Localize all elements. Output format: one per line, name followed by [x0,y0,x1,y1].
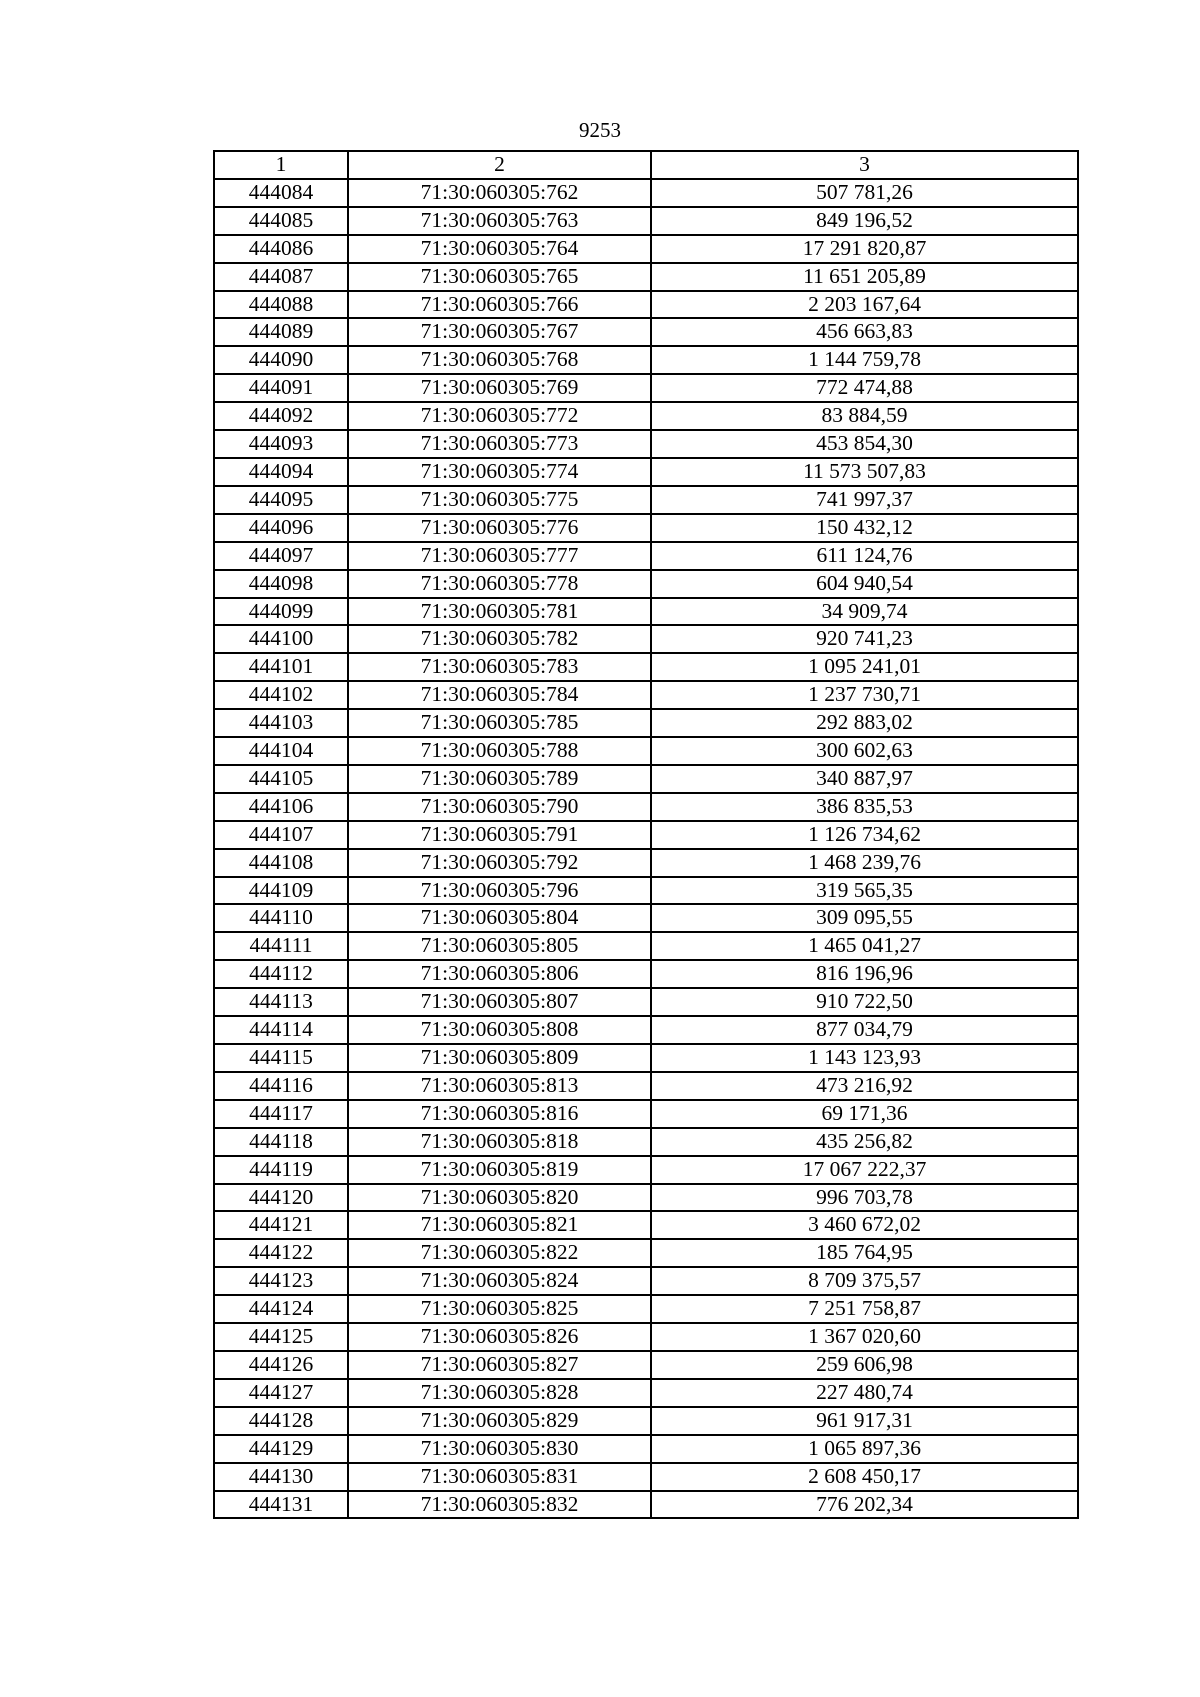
value-cell: 1 065 897,36 [651,1435,1078,1463]
value-cell: 319 565,35 [651,877,1078,905]
value-cell: 150 432,12 [651,514,1078,542]
page-number: 9253 [579,118,621,142]
cadastral-number-cell: 71:30:060305:818 [348,1128,651,1156]
value-cell: 1 367 020,60 [651,1323,1078,1351]
value-cell: 309 095,55 [651,904,1078,932]
row-number-cell: 444098 [214,570,348,598]
row-number-cell: 444129 [214,1435,348,1463]
cadastral-number-cell: 71:30:060305:822 [348,1239,651,1267]
row-number-cell: 444097 [214,542,348,570]
value-cell: 741 997,37 [651,486,1078,514]
row-number-cell: 444123 [214,1267,348,1295]
cadastral-number-cell: 71:30:060305:826 [348,1323,651,1351]
table-header-row [214,151,1078,179]
value-cell: 1 126 734,62 [651,821,1078,849]
table-row [214,1323,1078,1351]
cadastral-number-cell: 71:30:060305:808 [348,1016,651,1044]
row-number-cell: 444104 [214,737,348,765]
table-row [214,988,1078,1016]
row-number-cell: 444091 [214,374,348,402]
row-number-cell: 444106 [214,793,348,821]
value-cell: 1 095 241,01 [651,653,1078,681]
row-number-cell: 444128 [214,1407,348,1435]
table-row [214,765,1078,793]
table-row [214,458,1078,486]
cadastral-number-cell: 71:30:060305:790 [348,793,651,821]
value-cell: 2 203 167,64 [651,291,1078,319]
row-number-cell: 444118 [214,1128,348,1156]
row-number-cell: 444127 [214,1379,348,1407]
column-header-3: 3 [651,151,1078,179]
table-row [214,1211,1078,1239]
table-row [214,486,1078,514]
row-number-cell: 444099 [214,598,348,626]
row-number-cell: 444120 [214,1184,348,1212]
cadastral-number-cell: 71:30:060305:825 [348,1295,651,1323]
value-cell: 996 703,78 [651,1184,1078,1212]
cadastral-number-cell: 71:30:060305:767 [348,318,651,346]
table-row [214,1435,1078,1463]
row-number-cell: 444131 [214,1491,348,1519]
cadastral-number-cell: 71:30:060305:792 [348,849,651,877]
value-cell: 17 067 222,37 [651,1156,1078,1184]
table-row [214,1267,1078,1295]
row-number-cell: 444122 [214,1239,348,1267]
value-cell: 611 124,76 [651,542,1078,570]
value-cell: 8 709 375,57 [651,1267,1078,1295]
row-number-cell: 444089 [214,318,348,346]
cadastral-number-cell: 71:30:060305:821 [348,1211,651,1239]
cadastral-number-cell: 71:30:060305:791 [348,821,651,849]
row-number-cell: 444095 [214,486,348,514]
value-cell: 227 480,74 [651,1379,1078,1407]
cadastral-number-cell: 71:30:060305:777 [348,542,651,570]
table-row [214,179,1078,207]
cadastral-number-cell: 71:30:060305:769 [348,374,651,402]
row-number-cell: 444105 [214,765,348,793]
cadastral-number-cell: 71:30:060305:829 [348,1407,651,1435]
table-row [214,1491,1078,1519]
table-row [214,207,1078,235]
row-number-cell: 444084 [214,179,348,207]
cadastral-number-cell: 71:30:060305:776 [348,514,651,542]
table-row [214,932,1078,960]
cadastral-number-cell: 71:30:060305:807 [348,988,651,1016]
cadastral-number-cell: 71:30:060305:831 [348,1463,651,1491]
row-number-cell: 444115 [214,1044,348,1072]
value-cell: 1 468 239,76 [651,849,1078,877]
cadastral-number-cell: 71:30:060305:819 [348,1156,651,1184]
value-cell: 17 291 820,87 [651,235,1078,263]
value-cell: 1 143 123,93 [651,1044,1078,1072]
table-row [214,821,1078,849]
row-number-cell: 444114 [214,1016,348,1044]
table-row [214,653,1078,681]
value-cell: 961 917,31 [651,1407,1078,1435]
cadastral-number-cell: 71:30:060305:816 [348,1100,651,1128]
table-row [214,681,1078,709]
row-number-cell: 444125 [214,1323,348,1351]
cadastral-number-cell: 71:30:060305:827 [348,1351,651,1379]
row-number-cell: 444107 [214,821,348,849]
cadastral-number-cell: 71:30:060305:764 [348,235,651,263]
row-number-cell: 444119 [214,1156,348,1184]
table-row [214,1407,1078,1435]
row-number-cell: 444087 [214,263,348,291]
cadastral-number-cell: 71:30:060305:781 [348,598,651,626]
cadastral-number-cell: 71:30:060305:806 [348,960,651,988]
value-cell: 776 202,34 [651,1491,1078,1519]
cadastral-number-cell: 71:30:060305:782 [348,625,651,653]
row-number-cell: 444110 [214,904,348,932]
cadastral-number-cell: 71:30:060305:789 [348,765,651,793]
table-row [214,570,1078,598]
table-row [214,1044,1078,1072]
value-cell: 2 608 450,17 [651,1463,1078,1491]
value-cell: 910 722,50 [651,988,1078,1016]
value-cell: 292 883,02 [651,709,1078,737]
value-cell: 11 651 205,89 [651,263,1078,291]
value-cell: 920 741,23 [651,625,1078,653]
row-number-cell: 444100 [214,625,348,653]
table-row [214,1016,1078,1044]
data-table [213,150,1079,1519]
column-header-2: 2 [348,151,651,179]
value-cell: 300 602,63 [651,737,1078,765]
table-row [214,374,1078,402]
row-number-cell: 444101 [214,653,348,681]
table-row [214,793,1078,821]
cadastral-number-cell: 71:30:060305:820 [348,1184,651,1212]
cadastral-number-cell: 71:30:060305:774 [348,458,651,486]
cadastral-number-cell: 71:30:060305:768 [348,346,651,374]
value-cell: 507 781,26 [651,179,1078,207]
table-row [214,542,1078,570]
value-cell: 456 663,83 [651,318,1078,346]
column-header-1: 1 [214,151,348,179]
table-row [214,291,1078,319]
cadastral-number-cell: 71:30:060305:762 [348,179,651,207]
value-cell: 1 237 730,71 [651,681,1078,709]
table-row [214,346,1078,374]
table-row [214,1295,1078,1323]
cadastral-number-cell: 71:30:060305:763 [348,207,651,235]
value-cell: 877 034,79 [651,1016,1078,1044]
cadastral-number-cell: 71:30:060305:813 [348,1072,651,1100]
cadastral-number-cell: 71:30:060305:784 [348,681,651,709]
cadastral-number-cell: 71:30:060305:824 [348,1267,651,1295]
table-row [214,1239,1078,1267]
value-cell: 604 940,54 [651,570,1078,598]
table-row [214,625,1078,653]
table-row [214,1100,1078,1128]
row-number-cell: 444088 [214,291,348,319]
cadastral-number-cell: 71:30:060305:804 [348,904,651,932]
row-number-cell: 444117 [214,1100,348,1128]
cadastral-number-cell: 71:30:060305:772 [348,402,651,430]
value-cell: 435 256,82 [651,1128,1078,1156]
cadastral-number-cell: 71:30:060305:832 [348,1491,651,1519]
table-row [214,737,1078,765]
value-cell: 11 573 507,83 [651,458,1078,486]
value-cell: 453 854,30 [651,430,1078,458]
table-row [214,709,1078,737]
value-cell: 849 196,52 [651,207,1078,235]
row-number-cell: 444113 [214,988,348,1016]
row-number-cell: 444094 [214,458,348,486]
value-cell: 1 465 041,27 [651,932,1078,960]
value-cell: 473 216,92 [651,1072,1078,1100]
cadastral-number-cell: 71:30:060305:805 [348,932,651,960]
table-row [214,263,1078,291]
table-row [214,1128,1078,1156]
value-cell: 69 171,36 [651,1100,1078,1128]
row-number-cell: 444085 [214,207,348,235]
cadastral-number-cell: 71:30:060305:828 [348,1379,651,1407]
value-cell: 1 144 759,78 [651,346,1078,374]
table-row [214,318,1078,346]
value-cell: 83 884,59 [651,402,1078,430]
value-cell: 185 764,95 [651,1239,1078,1267]
table-row [214,514,1078,542]
value-cell: 34 909,74 [651,598,1078,626]
row-number-cell: 444093 [214,430,348,458]
table-row [214,1463,1078,1491]
value-cell: 772 474,88 [651,374,1078,402]
row-number-cell: 444130 [214,1463,348,1491]
row-number-cell: 444126 [214,1351,348,1379]
row-number-cell: 444112 [214,960,348,988]
cadastral-number-cell: 71:30:060305:773 [348,430,651,458]
table-row [214,1156,1078,1184]
row-number-cell: 444108 [214,849,348,877]
cadastral-number-cell: 71:30:060305:830 [348,1435,651,1463]
cadastral-number-cell: 71:30:060305:785 [348,709,651,737]
row-number-cell: 444111 [214,932,348,960]
table-row [214,1184,1078,1212]
cadastral-number-cell: 71:30:060305:775 [348,486,651,514]
row-number-cell: 444124 [214,1295,348,1323]
value-cell: 3 460 672,02 [651,1211,1078,1239]
table-row [214,904,1078,932]
table-row [214,877,1078,905]
cadastral-number-cell: 71:30:060305:809 [348,1044,651,1072]
row-number-cell: 444109 [214,877,348,905]
table-row [214,598,1078,626]
table-row [214,1379,1078,1407]
table-row [214,1351,1078,1379]
cadastral-number-cell: 71:30:060305:788 [348,737,651,765]
table-body [214,179,1078,1519]
cadastral-number-cell: 71:30:060305:778 [348,570,651,598]
cadastral-number-cell: 71:30:060305:796 [348,877,651,905]
table-row [214,849,1078,877]
cadastral-number-cell: 71:30:060305:765 [348,263,651,291]
row-number-cell: 444096 [214,514,348,542]
value-cell: 386 835,53 [651,793,1078,821]
row-number-cell: 444086 [214,235,348,263]
row-number-cell: 444092 [214,402,348,430]
row-number-cell: 444103 [214,709,348,737]
value-cell: 340 887,97 [651,765,1078,793]
value-cell: 259 606,98 [651,1351,1078,1379]
row-number-cell: 444116 [214,1072,348,1100]
row-number-cell: 444090 [214,346,348,374]
table-row [214,430,1078,458]
row-number-cell: 444121 [214,1211,348,1239]
value-cell: 816 196,96 [651,960,1078,988]
table-row [214,1072,1078,1100]
value-cell: 7 251 758,87 [651,1295,1078,1323]
table-row [214,960,1078,988]
row-number-cell: 444102 [214,681,348,709]
cadastral-number-cell: 71:30:060305:783 [348,653,651,681]
cadastral-number-cell: 71:30:060305:766 [348,291,651,319]
table-row [214,235,1078,263]
table-row [214,402,1078,430]
